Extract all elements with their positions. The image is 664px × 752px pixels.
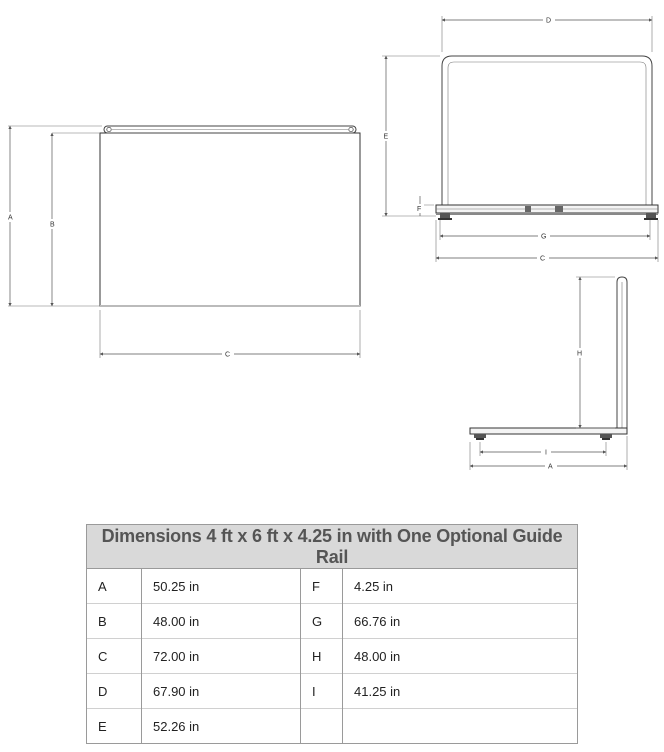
label-f: F bbox=[417, 206, 422, 213]
dimensions-table bbox=[86, 524, 578, 744]
front-view bbox=[381, 15, 658, 263]
dim-value: 72.00 in bbox=[142, 639, 301, 674]
table-row bbox=[87, 569, 578, 604]
dim-key: G bbox=[301, 604, 343, 639]
dim-value bbox=[343, 709, 578, 744]
dim-value: 66.76 in bbox=[343, 604, 578, 639]
table-row bbox=[87, 674, 578, 709]
dim-key: F bbox=[301, 569, 343, 604]
dim-value: 41.25 in bbox=[343, 674, 578, 709]
table-row bbox=[87, 709, 578, 744]
dim-value: 52.26 in bbox=[142, 709, 301, 744]
guide-rail-front bbox=[442, 56, 652, 205]
dim-key: D bbox=[87, 674, 142, 709]
label-a: A bbox=[8, 214, 13, 222]
top-view bbox=[5, 126, 360, 359]
label-a-side: A bbox=[548, 463, 553, 471]
dim-key: H bbox=[301, 639, 343, 674]
dim-value: 50.25 in bbox=[142, 569, 301, 604]
table-title: Dimensions 4 ft x 6 ft x 4.25 in with One Optional Guide Rail bbox=[87, 525, 578, 569]
table-row bbox=[87, 639, 578, 674]
label-c-front: C bbox=[540, 255, 546, 263]
dim-key bbox=[301, 709, 343, 744]
label-g: G bbox=[541, 233, 547, 241]
label-i: I bbox=[545, 449, 547, 457]
label-d: D bbox=[546, 17, 552, 25]
dim-value: 48.00 in bbox=[142, 604, 301, 639]
label-b: B bbox=[50, 221, 55, 229]
dim-value: 4.25 in bbox=[343, 569, 578, 604]
dim-key: B bbox=[87, 604, 142, 639]
dim-value: 48.00 in bbox=[343, 639, 578, 674]
dim-value: 67.90 in bbox=[142, 674, 301, 709]
label-h: H bbox=[577, 350, 583, 358]
dim-key: E bbox=[87, 709, 142, 744]
platform-outline bbox=[100, 133, 360, 306]
label-c-top: C bbox=[225, 351, 231, 359]
table-row bbox=[87, 604, 578, 639]
side-view bbox=[470, 277, 627, 471]
label-e: E bbox=[383, 133, 389, 141]
side-platform bbox=[470, 428, 627, 434]
dim-key: I bbox=[301, 674, 343, 709]
dim-key: C bbox=[87, 639, 142, 674]
dim-key: A bbox=[87, 569, 142, 604]
